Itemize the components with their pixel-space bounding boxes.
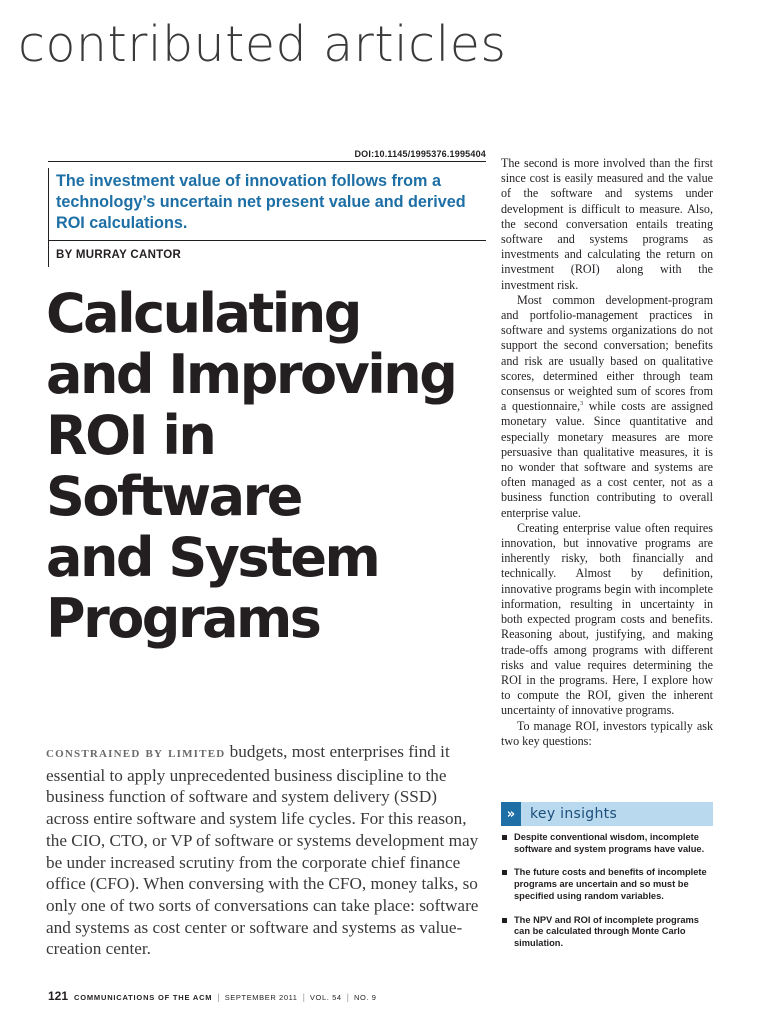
footer-separator: | — [217, 992, 220, 1002]
insight-text: The NPV and ROI of incomplete programs can be calculated through Monte Carlo simulation. — [514, 914, 699, 948]
square-bullet-icon — [502, 870, 507, 875]
list-item — [501, 832, 711, 855]
top-rule — [48, 161, 486, 162]
page-number: 121 — [48, 989, 69, 1003]
doi-label[interactable]: DOI:10.1145/1995376.1995404 — [354, 149, 486, 159]
body-paragraph: The second is more involved than the first since cost is easily measured and the value of the software and systems under development is difficult to measure. Also, the second conversation entails treating software and systems programs as investments and calculating the return on investment (ROI) along with the investment risk. — [501, 156, 713, 292]
insight-text: The future costs and benefits of incomplete programs are uncertain and so must be specified using random variables. — [514, 867, 707, 901]
reference-marker[interactable]: 3 — [580, 401, 584, 408]
square-bullet-icon — [502, 918, 507, 923]
lead-text: budgets, most enterprises find it essential to apply unprecedented business discipline to the business function of software and system delivery (SSD) across entire software and system life cycles. For this reason, the CIO, CTO, or VP of software or systems development may be under increased scrutiny from the corporate chief finance office (CFO). When conversing with the CFO, money talks, so only one of two sorts of conversations can take place: software and systems as cost center or software and systems as value-creation center. — [46, 742, 479, 959]
page-footer — [48, 989, 377, 1003]
title-line: Calculating — [46, 282, 360, 345]
footer-separator: | — [302, 992, 305, 1002]
body-column — [501, 156, 713, 749]
key-insights-header — [501, 802, 713, 826]
body-text: while costs are assigned monetary value. Since quantitative and especially monetary measures are more persuasive than qualitative measures, it is no wonder that software and systems are often managed as a cost center, not as a business function contributing to overall enterprise value. — [501, 399, 713, 520]
issue-volume: VOL. 54 — [309, 993, 342, 1002]
article-subtitle: The investment value of innovation follows from a technology’s uncertain net present value and derived ROI calculations. — [48, 168, 486, 241]
double-chevron-icon: » — [501, 802, 521, 826]
title-line: Programs — [46, 587, 320, 650]
body-text: Most common development-program and portfolio-management practices in software and systems organizations do not support the second conversation; benefits and risk are usually based on qualitative scores, determined either through team consensus or weighted sum of scores from a questionnaire, — [501, 292, 713, 414]
lead-smallcaps: constrained by limited — [46, 745, 226, 761]
footer-separator: | — [346, 992, 349, 1002]
article-title — [46, 283, 496, 649]
body-paragraph: Creating enterprise value often requires innovation, but innovative programs are inherently risky, both financially and technically. Almost by definition, innovative programs begin with incomplete information, resulting in uncertainty in both expected program costs and benefits. Reasoning about, justifying, and making trade-offs among programs with different risks and value requires determining the ROI in the programs. Here, I explore how to compute the ROI, given the inherent uncertainty of innovative programs. — [501, 520, 713, 718]
key-insights-label: key insights — [530, 806, 618, 822]
square-bullet-icon — [502, 835, 507, 840]
title-line: Software — [46, 465, 301, 528]
title-line: and Improving — [46, 343, 456, 406]
title-line: ROI in — [46, 404, 215, 467]
issue-date: SEPTEMBER 2011 — [224, 993, 298, 1002]
byline: BY MURRAY CANTOR — [48, 241, 486, 267]
section-heading: contributed articles — [18, 16, 507, 73]
body-paragraph — [501, 293, 713, 521]
list-item — [501, 867, 711, 902]
list-item — [501, 915, 711, 950]
journal-name: COMMUNICATIONS OF THE ACM — [74, 993, 213, 1002]
lead-paragraph — [46, 741, 482, 960]
key-insights-list — [501, 832, 711, 962]
body-paragraph: To manage ROI, investors typically ask two key questions: — [501, 718, 713, 748]
insight-text: Despite conventional wisdom, incomplete software and system programs have value. — [514, 832, 705, 854]
issue-number: NO. 9 — [353, 993, 377, 1002]
title-line: and System — [46, 526, 379, 589]
